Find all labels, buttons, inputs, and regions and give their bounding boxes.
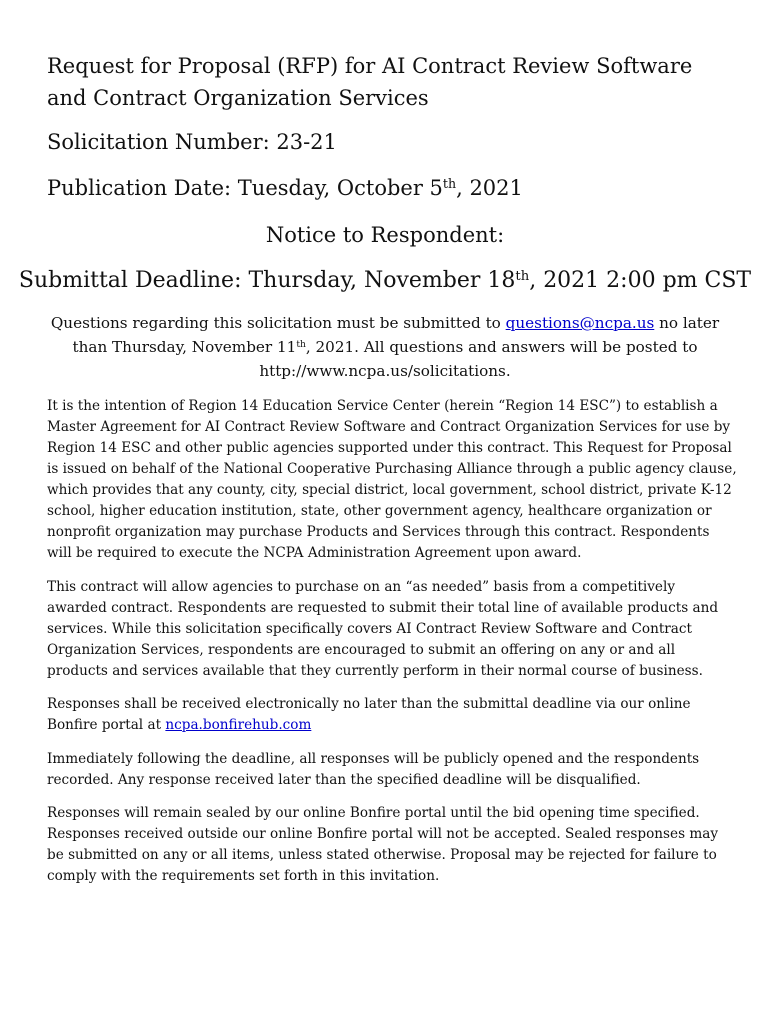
- submission-paragraph: [47, 694, 737, 736]
- submittal-deadline-time: , 2021 2:00 pm CST: [529, 268, 752, 293]
- questions-email-link[interactable]: questions@ncpa.us: [505, 314, 655, 332]
- publication-date: [47, 174, 523, 202]
- questions-text-end: no later: [654, 314, 720, 332]
- intent-paragraph: [47, 396, 737, 564]
- notice-heading: Notice to Respondent:: [265, 223, 505, 247]
- opening-paragraph: [47, 749, 737, 791]
- questions-line-1: [40, 311, 730, 335]
- opening-text: Immediately following the deadline, all responses will be publicly opened and the respondents recorded. Any response received later than the specified deadline will be disqualified.: [47, 751, 700, 788]
- submission-text-body: Responses shall be received electronically no later than the submittal deadline via our online Bonfire portal at: [47, 696, 691, 733]
- publication-date-text: Publication Date: Tuesday, October 5: [47, 176, 443, 200]
- contract-scope-text: This contract will allow agencies to purchase on an “as needed” basis from a competitively awarded contract. Respondents are requested to submit their total line of available products and services. While this solicitation specifically covers AI Contract Review Software and Contract Organization Services, respondents are encouraged to submit an offering on any or and all products and services available that they currently perform in their normal course of business.: [47, 579, 719, 679]
- questions-line-3: http://www.ncpa.us/solicitations.: [259, 362, 511, 380]
- questions-posting-text: , 2021. All questions and answers will be posted to: [305, 338, 698, 356]
- questions-line-2: [40, 335, 730, 359]
- submittal-deadline-suffix: th: [515, 268, 530, 284]
- solicitation-number: Solicitation Number: 23-21: [47, 130, 337, 154]
- document-title: Request for Proposal (RFP) for AI Contract Review Software and Contract Organization Services: [47, 54, 693, 110]
- questions-date-text: than Thursday, November 11: [72, 338, 297, 356]
- questions-notice: [40, 311, 730, 383]
- intent-paragraph-text: It is the intention of Region 14 Education Service Center (herein “Region 14 ESC”) to establish a Master Agreement for AI Contract Review Software and Contract Organization Services for use by Region 14 ESC and other public agencies supported under this contract. This Request for Proposal is issued on behalf of the National Cooperative Purchasing Alliance through a public agency clause, which provides that any county, city, special district, local government, school district, private K-12 school, higher education institution, state, other government agency, healthcare organization or nonprofit organization may purchase Products and Services through this contract. Respondents will be required to execute the NCPA Administration Agreement upon award.: [47, 398, 737, 561]
- publication-date-suffix: th: [442, 176, 457, 192]
- contract-scope-paragraph: [47, 577, 737, 682]
- publication-date-year: , 2021: [456, 176, 523, 200]
- sealed-responses-paragraph: [47, 803, 737, 887]
- questions-text: Questions regarding this solicitation must be submitted to: [50, 314, 506, 332]
- submittal-deadline: [0, 266, 770, 296]
- bonfire-portal-link[interactable]: ncpa.bonfirehub.com: [165, 717, 312, 733]
- sealed-responses-text: Responses will remain sealed by our online Bonfire portal until the bid opening time specified. Responses received outside our online Bonfire portal will not be accepted. Sealed responses may be submitted on any or all items, unless stated otherwise. Proposal may be rejected for failure to comply with the requirements set forth in this invitation.: [47, 805, 719, 884]
- submission-text: [47, 694, 737, 736]
- submittal-deadline-text: Submittal Deadline: Thursday, November 18: [18, 268, 516, 293]
- questions-date-suffix: th: [296, 339, 306, 350]
